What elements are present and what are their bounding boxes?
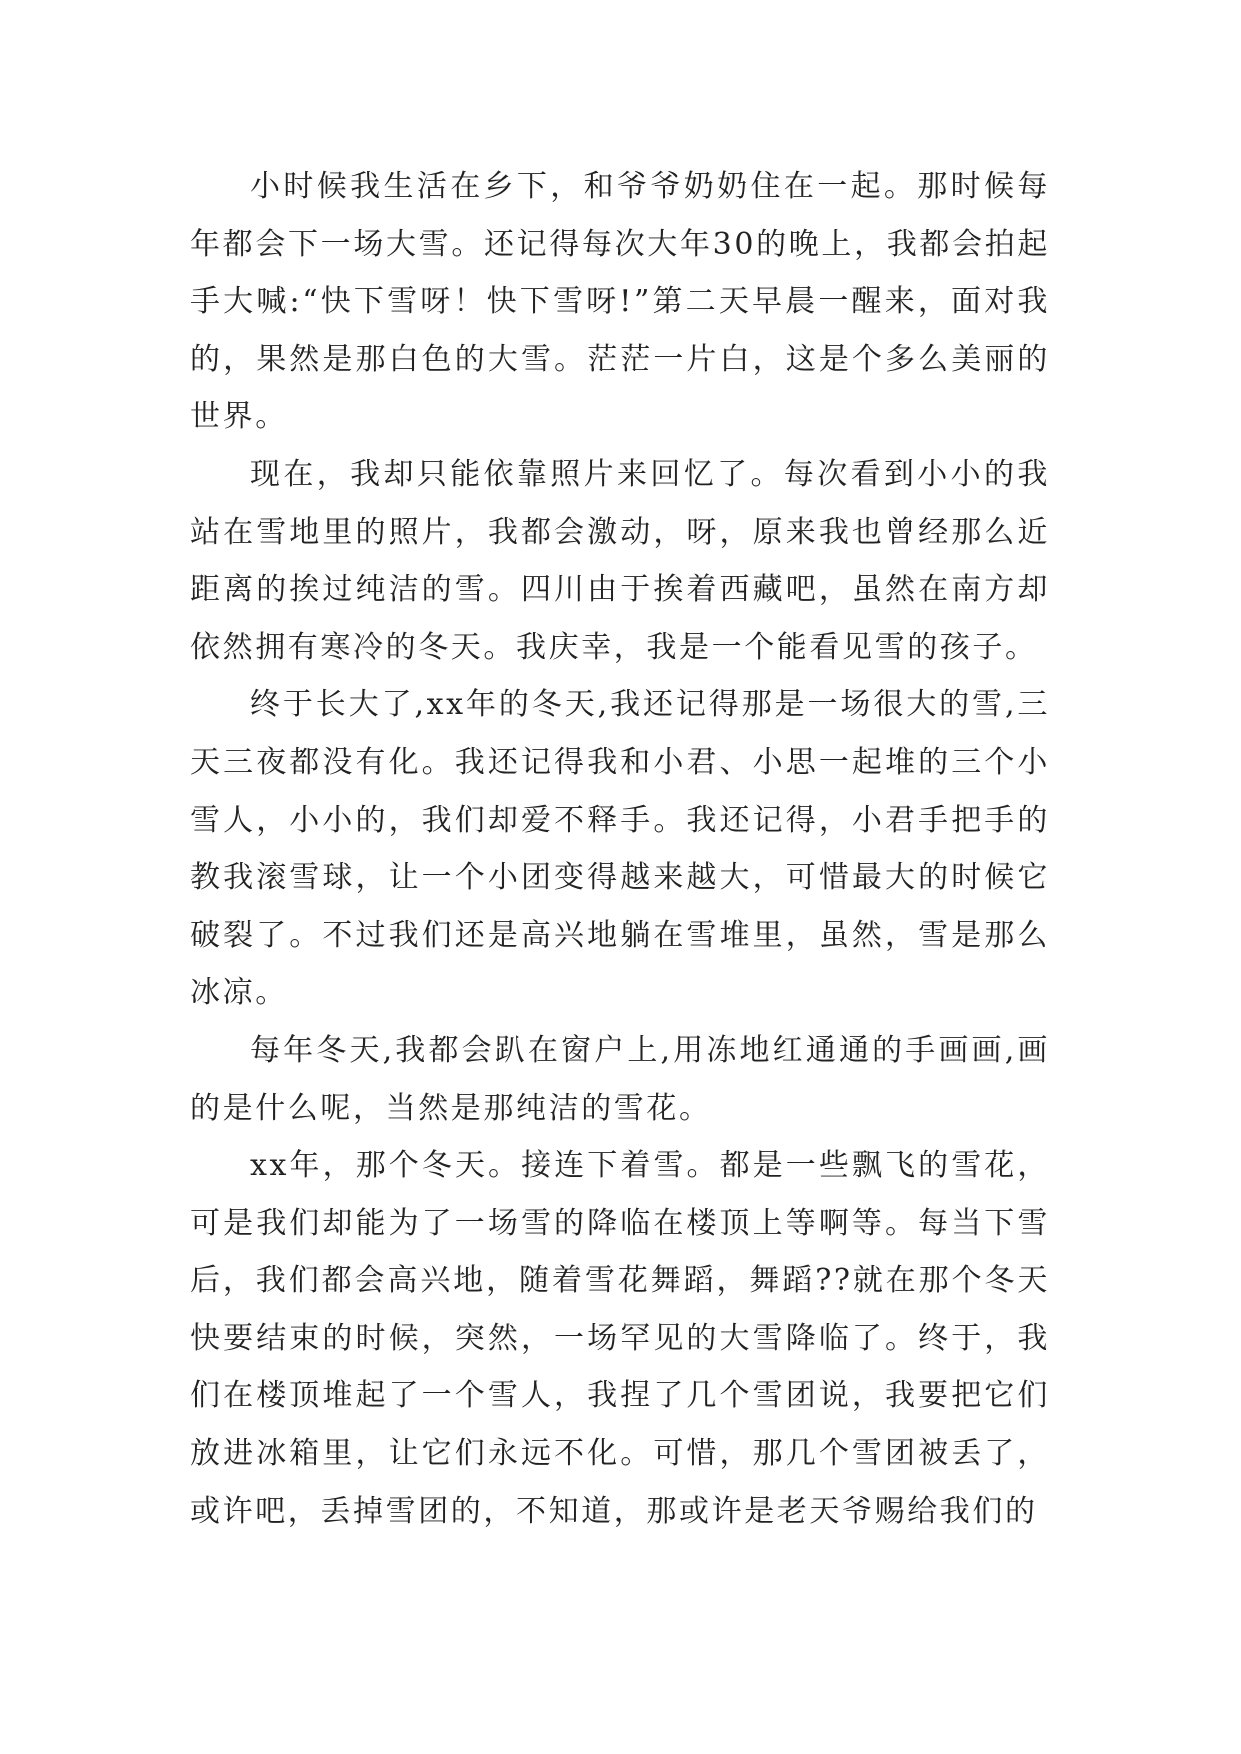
- paragraph-3: 终于长大了,xx年的冬天,我还记得那是一场很大的雪,三天三夜都没有化。我还记得我和小君、小思一起堆的三个小雪人，小小的，我们却爱不释手。我还记得，小君手把手的教我滚雪球，让一个小团变得越来越大，可惜最大的时候它破裂了。不过我们还是高兴地躺在雪堆里，虽然，雪是那么冰凉。: [190, 687, 1050, 1011]
- document-body: [190, 158, 1050, 1540]
- paragraph-5: xx年，那个冬天。接连下着雪。都是一些飘飞的雪花，可是我们却能为了一场雪的降临在楼顶上等啊等。每当下雪后，我们都会高兴地，随着雪花舞蹈，舞蹈??就在那个冬天快要结束的时候，突然，一场罕见的大雪降临了。终于，我们在楼顶堆起了一个雪人，我捏了几个雪团说，我要把它们放进冰箱里，让它们永远不化。可惜，那几个雪团被丢了，或许吧，丢掉雪团的，不知道，那或许是老天爷赐给我们的: [190, 1148, 1050, 1529]
- paragraph-1: 小时候我生活在乡下，和爷爷奶奶住在一起。那时候每年都会下一场大雪。还记得每次大年30的晚上，我都会拍起手大喊:“快下雪呀！快下雪呀!”第二天早晨一醒来，面对我的，果然是那白色的大雪。茫茫一片白，这是个多么美丽的世界。: [190, 169, 1050, 435]
- paragraph-4: 每年冬天,我都会趴在窗户上,用冻地红通通的手画画,画的是什么呢，当然是那纯洁的雪花。: [190, 1032, 1050, 1126]
- paragraph-2: 现在，我却只能依靠照片来回忆了。每次看到小小的我站在雪地里的照片，我都会激动，呀，原来我也曾经那么近距离的挨过纯洁的雪。四川由于挨着西藏吧，虽然在南方却依然拥有寒冷的冬天。我庆幸，我是一个能看见雪的孩子。: [190, 456, 1050, 665]
